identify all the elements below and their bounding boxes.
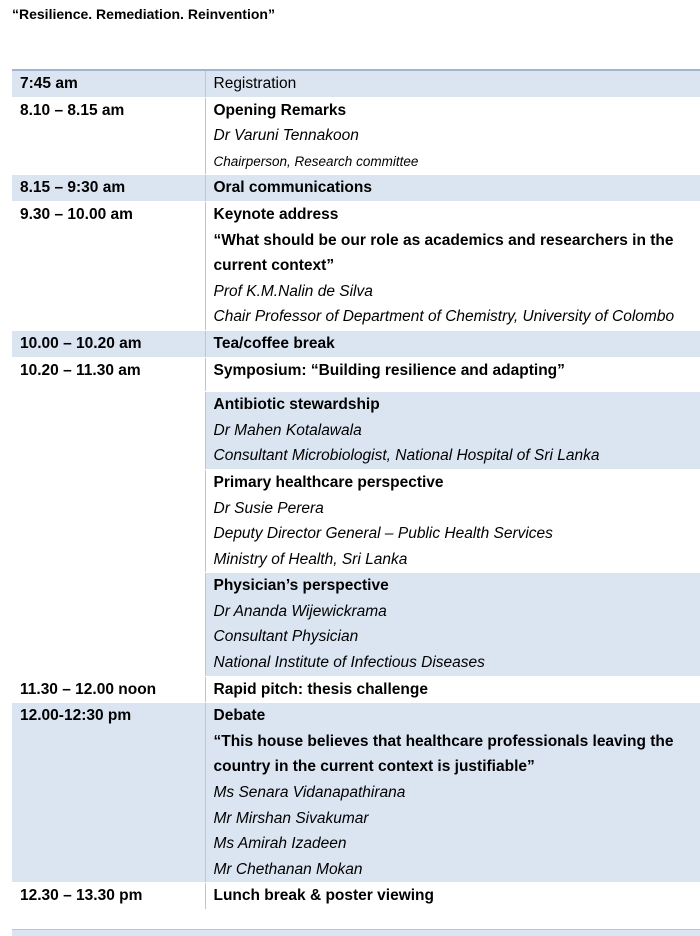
detail-cell <box>205 175 700 202</box>
table-row <box>12 703 700 883</box>
speaker-name: Ms Senara Vidanapathirana <box>214 780 700 806</box>
speaker-affiliation: Ministry of Health, Sri Lanka <box>214 547 700 573</box>
table-row <box>12 330 700 357</box>
detail-cell <box>205 676 700 703</box>
item-title: Registration <box>214 71 700 97</box>
detail-cell <box>205 703 700 883</box>
speaker-name: Mr Mirshan Sivakumar <box>214 806 700 832</box>
time-cell: 11.30 – 12.00 noon <box>12 676 205 703</box>
table-row <box>12 70 700 97</box>
detail-cell <box>205 330 700 357</box>
item-title: Keynote address <box>214 202 700 228</box>
item-title: Lunch break & poster viewing <box>214 883 700 909</box>
item-title: Tea/coffee break <box>214 331 700 357</box>
detail-cell <box>205 469 700 572</box>
session-title: Physician’s perspective <box>214 573 700 599</box>
session-title: Primary healthcare perspective <box>214 470 700 496</box>
time-cell: 8.10 – 8.15 am <box>12 97 205 175</box>
time-cell: 9.30 – 10.00 am <box>12 201 205 330</box>
item-title: Oral communications <box>214 175 700 201</box>
keynote-quote: “What should be our role as academics and researchers in the current context” <box>214 228 700 279</box>
speaker-name: Ms Amirah Izadeen <box>214 831 700 857</box>
detail-cell <box>205 883 700 910</box>
table-row <box>12 676 700 703</box>
debate-motion: “This house believes that healthcare professionals leaving the country in the current context is justifiable” <box>214 729 700 780</box>
detail-cell <box>205 392 700 470</box>
speaker-name: Mr Chethanan Mokan <box>214 857 700 883</box>
time-cell: 10.00 – 10.20 am <box>12 330 205 357</box>
item-title: Symposium: “Building resilience and adapting” <box>214 358 700 384</box>
detail-cell <box>205 201 700 330</box>
table-row <box>12 175 700 202</box>
programme-theme: “Resilience. Remediation. Reinvention” <box>12 6 275 22</box>
time-cell: 12.00-12:30 pm <box>12 703 205 883</box>
table-row <box>12 883 700 910</box>
table-row <box>12 357 700 392</box>
detail-cell <box>205 357 700 392</box>
item-title: Debate <box>214 703 700 729</box>
speaker-name: Prof K.M.Nalin de Silva <box>214 279 700 305</box>
speaker-role: Chair Professor of Department of Chemistry, University of Colombo <box>214 304 700 330</box>
time-cell: 8.15 – 9:30 am <box>12 175 205 202</box>
time-cell: 10.20 – 11.30 am <box>12 357 205 676</box>
programme-table <box>12 69 700 910</box>
table-row <box>12 201 700 330</box>
speaker-role: Chairperson, Research committee <box>214 149 700 175</box>
speaker-name: Dr Ananda Wijewickrama <box>214 599 700 625</box>
time-cell: 12.30 – 13.30 pm <box>12 883 205 910</box>
speaker-role: Deputy Director General – Public Health Services <box>214 521 700 547</box>
detail-cell <box>205 70 700 97</box>
table-row <box>12 97 700 175</box>
speaker-name: Dr Varuni Tennakoon <box>214 123 700 149</box>
speaker-name: Dr Susie Perera <box>214 496 700 522</box>
speaker-affiliation: National Institute of Infectious Diseases <box>214 650 700 676</box>
speaker-role: Consultant Physician <box>214 624 700 650</box>
item-title: Opening Remarks <box>214 98 700 124</box>
item-title: Rapid pitch: thesis challenge <box>214 677 700 703</box>
detail-cell <box>205 573 700 676</box>
speaker-role: Consultant Microbiologist, National Hospital of Sri Lanka <box>214 443 700 469</box>
session-title: Antibiotic stewardship <box>214 392 700 418</box>
speaker-name: Dr Mahen Kotalawala <box>214 418 700 444</box>
time-cell: 7:45 am <box>12 70 205 97</box>
detail-cell <box>205 97 700 175</box>
